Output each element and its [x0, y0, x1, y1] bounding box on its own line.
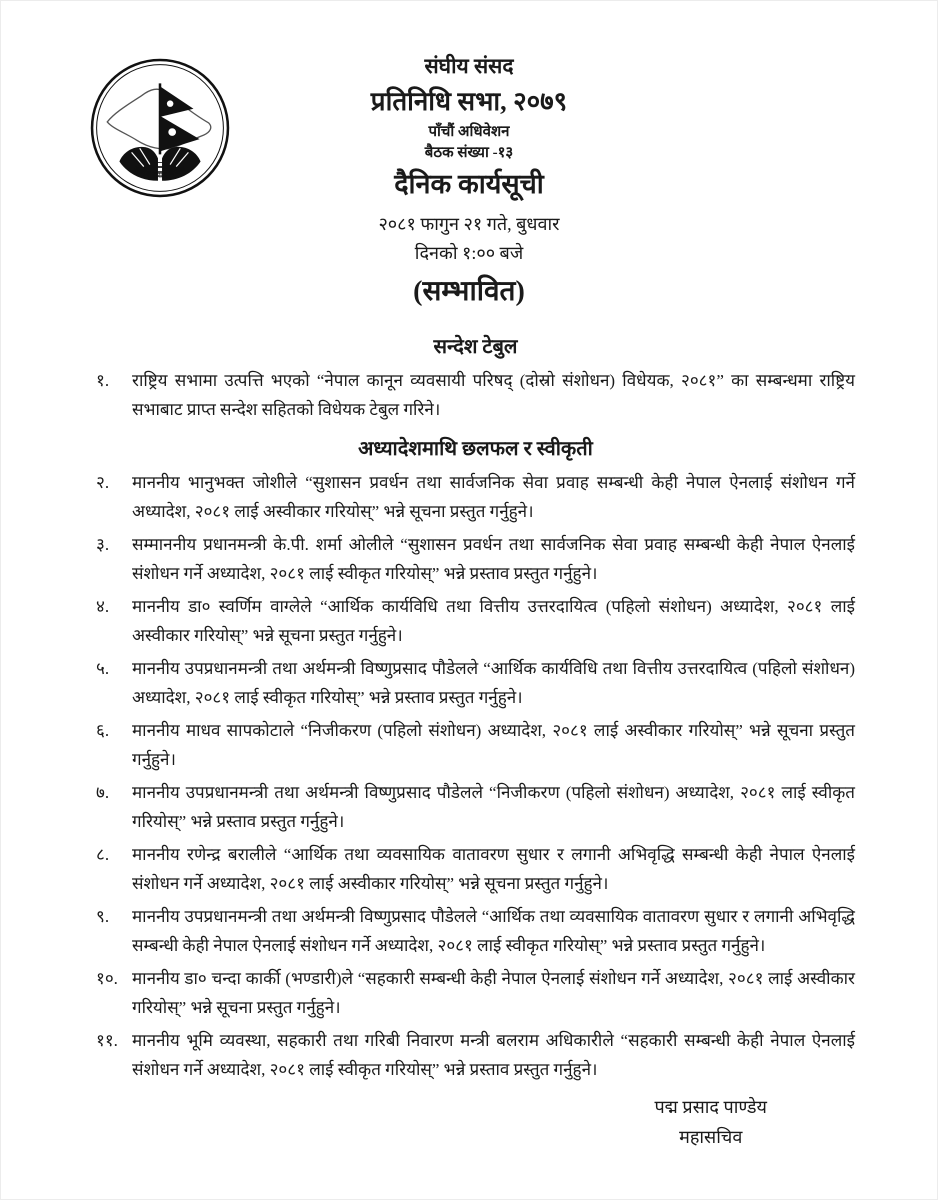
item-number: २. [96, 473, 110, 492]
item-text: माननीय माधव सापकोटाले “निजीकरण (पहिलो संशोधन) अध्यादेश, २०८१ लाई अस्वीकार गरियोस्” भन्ने सूचना प्रस्तुत गर्नुहुने। [132, 721, 855, 769]
item-number: ७. [96, 783, 110, 802]
item-text: सम्माननीय प्रधानमन्त्री के.पी. शर्मा ओलीले “सुशासन प्रवर्धन तथा सार्वजनिक सेवा प्रवाह सम्बन्धी केही नेपाल ऐनलाई संशोधन गर्ने अध्यादेश, २०८१ लाई स्वीकृत गरियोस्” भन्ने प्रस्ताव प्रस्तुत गर्नुहुने। [132, 535, 855, 583]
item-number: १. [96, 371, 110, 390]
section-heading-message-table: सन्देश टेबुल [433, 336, 518, 358]
section-items-message-table [96, 366, 855, 424]
item-number: ३. [96, 535, 110, 554]
secretary-general-title: महासचिव [679, 1127, 743, 1147]
session-label: पाँचौं अधिवेशन [428, 124, 510, 140]
agenda-item [96, 654, 855, 712]
item-number: ९. [96, 907, 110, 926]
item-number: ६. [96, 721, 110, 740]
agenda-item [96, 366, 855, 424]
item-text: माननीय डा० स्वर्णिम वाग्लेले “आर्थिक कार्यविधि तथा वित्तीय उत्तरदायित्व (पहिलो संशोधन) अध्यादेश, २०८१ लाई अस्वीकार गरियोस्” भन्ने सूचना प्रस्तुत गर्नुहुने। [132, 597, 855, 645]
item-number: ४. [96, 597, 110, 616]
item-text: राष्ट्रिय सभामा उत्पत्ति भएको “नेपाल कानून व्यवसायी परिषद् (दोस्रो संशोधन) विधेयक, २०८१” का सम्बन्धमा राष्ट्रिय सभाबाट प्राप्त सन्देश सहितको विधेयक टेबुल गरिने। [132, 371, 855, 419]
agenda-item [96, 840, 855, 898]
federal-parliament-emblem-icon [89, 57, 231, 199]
meeting-number: बैठक संख्या -१३ [424, 145, 514, 161]
agenda-item [96, 592, 855, 650]
house-title: प्रतिनिधि सभा, २०७९ [370, 87, 568, 116]
item-number: ११. [96, 1031, 118, 1050]
agenda-item [96, 530, 855, 588]
item-number: १०. [96, 969, 118, 988]
section-items-ordinance-discussion [96, 468, 855, 1084]
item-text: माननीय उपप्रधानमन्त्री तथा अर्थमन्त्री विष्णुप्रसाद पौडेलले “आर्थिक तथा व्यवसायिक वातावरण सुधार र लगानी अभिवृद्धि सम्बन्धी केही नेपाल ऐनलाई संशोधन गर्ने अध्यादेश, २०८१ लाई स्वीकृत गरियोस्” भन्ने प्रस्ताव प्रस्तुत गर्नुहुने। [132, 907, 855, 955]
agenda-content [1, 334, 937, 1084]
item-text: माननीय भानुभक्त जोशीले “सुशासन प्रवर्धन तथा सार्वजनिक सेवा प्रवाह सम्बन्धी केही नेपाल ऐनलाई संशोधन गर्ने अध्यादेश, २०८१ लाई अस्वीकार गरियोस्” भन्ने सूचना प्रस्तुत गर्नुहुने। [132, 473, 855, 521]
document-title: दैनिक कार्यसूची [394, 169, 544, 199]
agenda-item [96, 778, 855, 836]
meeting-date: २०८१ फागुन २१ गते, बुधवार [378, 214, 560, 234]
secretary-general-name: पद्म प्रसाद पाण्डेय [654, 1097, 767, 1117]
emblem-arc-text: संघीय संसद नेपाल [132, 164, 188, 180]
parliament-name: संघीय संसद [424, 54, 514, 78]
item-text: माननीय भूमि व्यवस्था, सहकारी तथा गरिबी निवारण मन्त्री बलराम अधिकारीले “सहकारी सम्बन्धी केही नेपाल ऐनलाई संशोधन गर्ने अध्यादेश, २०८१ लाई स्वीकृत गरियोस्” भन्ने प्रस्ताव प्रस्तुत गर्नुहुने। [132, 1031, 855, 1079]
agenda-item [96, 468, 855, 526]
meeting-time: दिनको १:०० बजे [414, 243, 524, 263]
item-text: माननीय रणेन्द्र बरालीले “आर्थिक तथा व्यवसायिक वातावरण सुधार र लगानी अभिवृद्धि सम्बन्धी केही नेपाल ऐनलाई संशोधन गर्ने अध्यादेश, २०८१ लाई अस्वीकार गरियोस्” भन्ने सूचना प्रस्तुत गर्नुहुने। [132, 845, 855, 893]
agenda-item [96, 902, 855, 960]
section-heading-ordinance-discussion: अध्यादेशमाथि छलफल र स्वीकृती [358, 438, 593, 460]
item-number: ८. [96, 845, 110, 864]
agenda-item [96, 1026, 855, 1084]
item-number: ५. [96, 659, 110, 678]
tentative-label: (सम्भावित) [413, 276, 525, 307]
item-text: माननीय उपप्रधानमन्त्री तथा अर्थमन्त्री विष्णुप्रसाद पौडेलले “निजीकरण (पहिलो संशोधन) अध्यादेश, २०८१ लाई स्वीकृत गरियोस्” भन्ने प्रस्ताव प्रस्तुत गर्नुहुने। [132, 783, 855, 831]
agenda-item [96, 964, 855, 1022]
signature-block [654, 1092, 767, 1152]
item-text: माननीय उपप्रधानमन्त्री तथा अर्थमन्त्री विष्णुप्रसाद पौडेलले “आर्थिक कार्यविधि तथा वित्तीय उत्तरदायित्व (पहिलो संशोधन) अध्यादेश, २०८१ लाई स्वीकृत गरियोस्” भन्ने प्रस्ताव प्रस्तुत गर्नुहुने। [132, 659, 855, 707]
agenda-item [96, 716, 855, 774]
item-text: माननीय डा० चन्दा कार्की (भण्डारी)ले “सहकारी सम्बन्धी केही नेपाल ऐनलाई संशोधन गर्ने अध्यादेश, २०८१ लाई अस्वीकार गरियोस्” भन्ने सूचना प्रस्तुत गर्नुहुने। [132, 969, 855, 1017]
